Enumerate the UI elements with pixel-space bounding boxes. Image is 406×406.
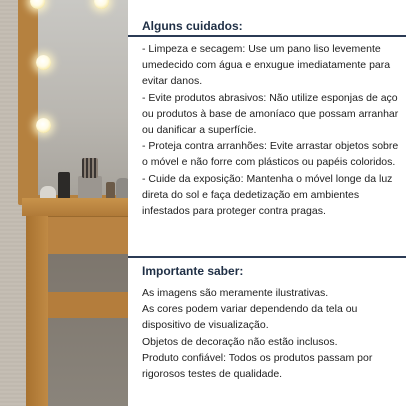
care-list bbox=[142, 41, 404, 219]
brushes bbox=[82, 158, 98, 178]
vanity-bulb-icon bbox=[36, 118, 51, 133]
care-item-scratches: - Proteja contra arranhões: Evite arrastar objetos sobre o móvel e não forre com plásticos ou papéis coloridos. bbox=[142, 140, 399, 169]
note-item-quality: Produto confiável: Todos os produtos passam por rigorosos testes de qualidade. bbox=[142, 351, 373, 381]
note-item-decoration: Objetos de decoração não estão inclusos. bbox=[142, 335, 338, 348]
care-item-abrasives: - Evite produtos abrasivos: Não utilize esponjas de aço ou produtos à base de amoníaco que possam arranhar ou danificar a superfície. bbox=[142, 91, 399, 137]
makeup-items bbox=[40, 150, 135, 200]
info-panel bbox=[128, 0, 406, 406]
desk-top bbox=[22, 198, 142, 216]
desk-drawer bbox=[48, 216, 133, 256]
section-divider bbox=[128, 256, 406, 258]
note-item-images: As imagens são meramente ilustrativas. bbox=[142, 287, 329, 299]
desk-leg bbox=[26, 216, 48, 406]
perfume-bottle bbox=[58, 172, 70, 200]
care-title-rule bbox=[128, 35, 406, 37]
desk-cabinet bbox=[48, 254, 128, 406]
vanity-bulb-icon bbox=[36, 55, 51, 70]
brush-cup bbox=[78, 176, 102, 200]
notes-list bbox=[142, 285, 404, 382]
desk-shelf bbox=[48, 292, 133, 318]
care-title: Alguns cuidados: bbox=[142, 19, 243, 33]
notes-title: Importante saber: bbox=[142, 264, 244, 278]
note-item-colors: As cores podem variar dependendo da tela ou dispositivo de visualização. bbox=[142, 303, 358, 332]
care-item-exposure: - Cuide da exposição: Mantenha o móvel longe da luz direta do sol e faça dedetização em ambientes infestados para proteger contra pragas. bbox=[142, 172, 393, 218]
care-item-cleaning: - Limpeza e secagem: Use um pano liso levemente umedecido com água e enxugue imediatamente para evitar danos. bbox=[142, 43, 391, 88]
